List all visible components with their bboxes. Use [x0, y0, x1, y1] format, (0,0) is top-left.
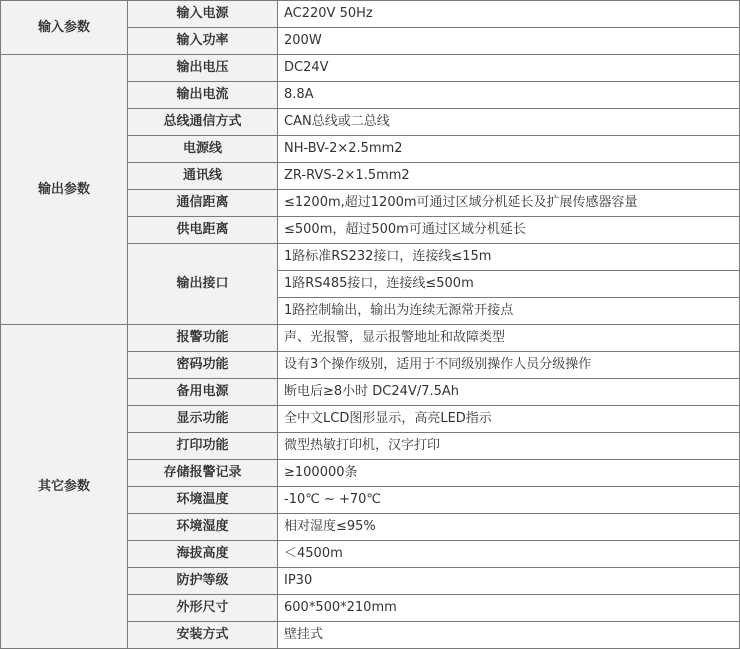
param-name: 输入电源: [128, 1, 278, 28]
param-value: DC24V: [278, 55, 740, 82]
param-name: 输出电压: [128, 55, 278, 82]
spec-table-body: [1, 1, 740, 649]
table-row: [1, 55, 740, 82]
param-value: -10℃ ~ +70℃: [278, 487, 740, 514]
param-name: 供电距离: [128, 217, 278, 244]
param-value: 200W: [278, 28, 740, 55]
param-value: IP30: [278, 568, 740, 595]
param-name: 输入功率: [128, 28, 278, 55]
param-name: 外形尺寸: [128, 595, 278, 622]
param-value: NH-BV-2×2.5mm2: [278, 136, 740, 163]
param-name: 海拔高度: [128, 541, 278, 568]
table-row: [1, 325, 740, 352]
param-value: 1路控制输出，输出为连续无源常开接点: [278, 298, 740, 325]
param-value: ≤1200m,超过1200m可通过区域分机延长及扩展传感器容量: [278, 190, 740, 217]
param-value: ≤500m，超过500m可通过区域分机延长: [278, 217, 740, 244]
param-value: 相对湿度≤95%: [278, 514, 740, 541]
param-value: AC220V 50Hz: [278, 1, 740, 28]
param-value: CAN总线或二总线: [278, 109, 740, 136]
param-value: 设有3个操作级别，适用于不同级别操作人员分级操作: [278, 352, 740, 379]
param-value: 1路标准RS232接口，连接线≤15m: [278, 244, 740, 271]
param-value: 8.8A: [278, 82, 740, 109]
param-name: 电源线: [128, 136, 278, 163]
param-value: 断电后≥8小时 DC24V/7.5Ah: [278, 379, 740, 406]
param-name: 报警功能: [128, 325, 278, 352]
param-value: ZR-RVS-2×1.5mm2: [278, 163, 740, 190]
param-value: ≥100000条: [278, 460, 740, 487]
param-name: 打印功能: [128, 433, 278, 460]
group-label: 输出参数: [1, 55, 128, 325]
param-name: 密码功能: [128, 352, 278, 379]
param-value: 全中文LCD图形显示，高亮LED指示: [278, 406, 740, 433]
group-label: 其它参数: [1, 325, 128, 649]
param-value: 1路RS485接口，连接线≤500m: [278, 271, 740, 298]
param-name: 总线通信方式: [128, 109, 278, 136]
param-name: 备用电源: [128, 379, 278, 406]
group-label: 输入参数: [1, 1, 128, 55]
param-value: 声、光报警，显示报警地址和故障类型: [278, 325, 740, 352]
param-name: 输出接口: [128, 244, 278, 325]
param-name: 通信距离: [128, 190, 278, 217]
param-name: 安装方式: [128, 622, 278, 649]
param-value: 微型热敏打印机，汉字打印: [278, 433, 740, 460]
param-value: ＜4500m: [278, 541, 740, 568]
param-name: 输出电流: [128, 82, 278, 109]
param-name: 显示功能: [128, 406, 278, 433]
param-name: 环境温度: [128, 487, 278, 514]
param-name: 通讯线: [128, 163, 278, 190]
param-value: 600*500*210mm: [278, 595, 740, 622]
param-name: 环境湿度: [128, 514, 278, 541]
table-row: [1, 1, 740, 28]
param-value: 壁挂式: [278, 622, 740, 649]
param-name: 防护等级: [128, 568, 278, 595]
param-name: 存储报警记录: [128, 460, 278, 487]
